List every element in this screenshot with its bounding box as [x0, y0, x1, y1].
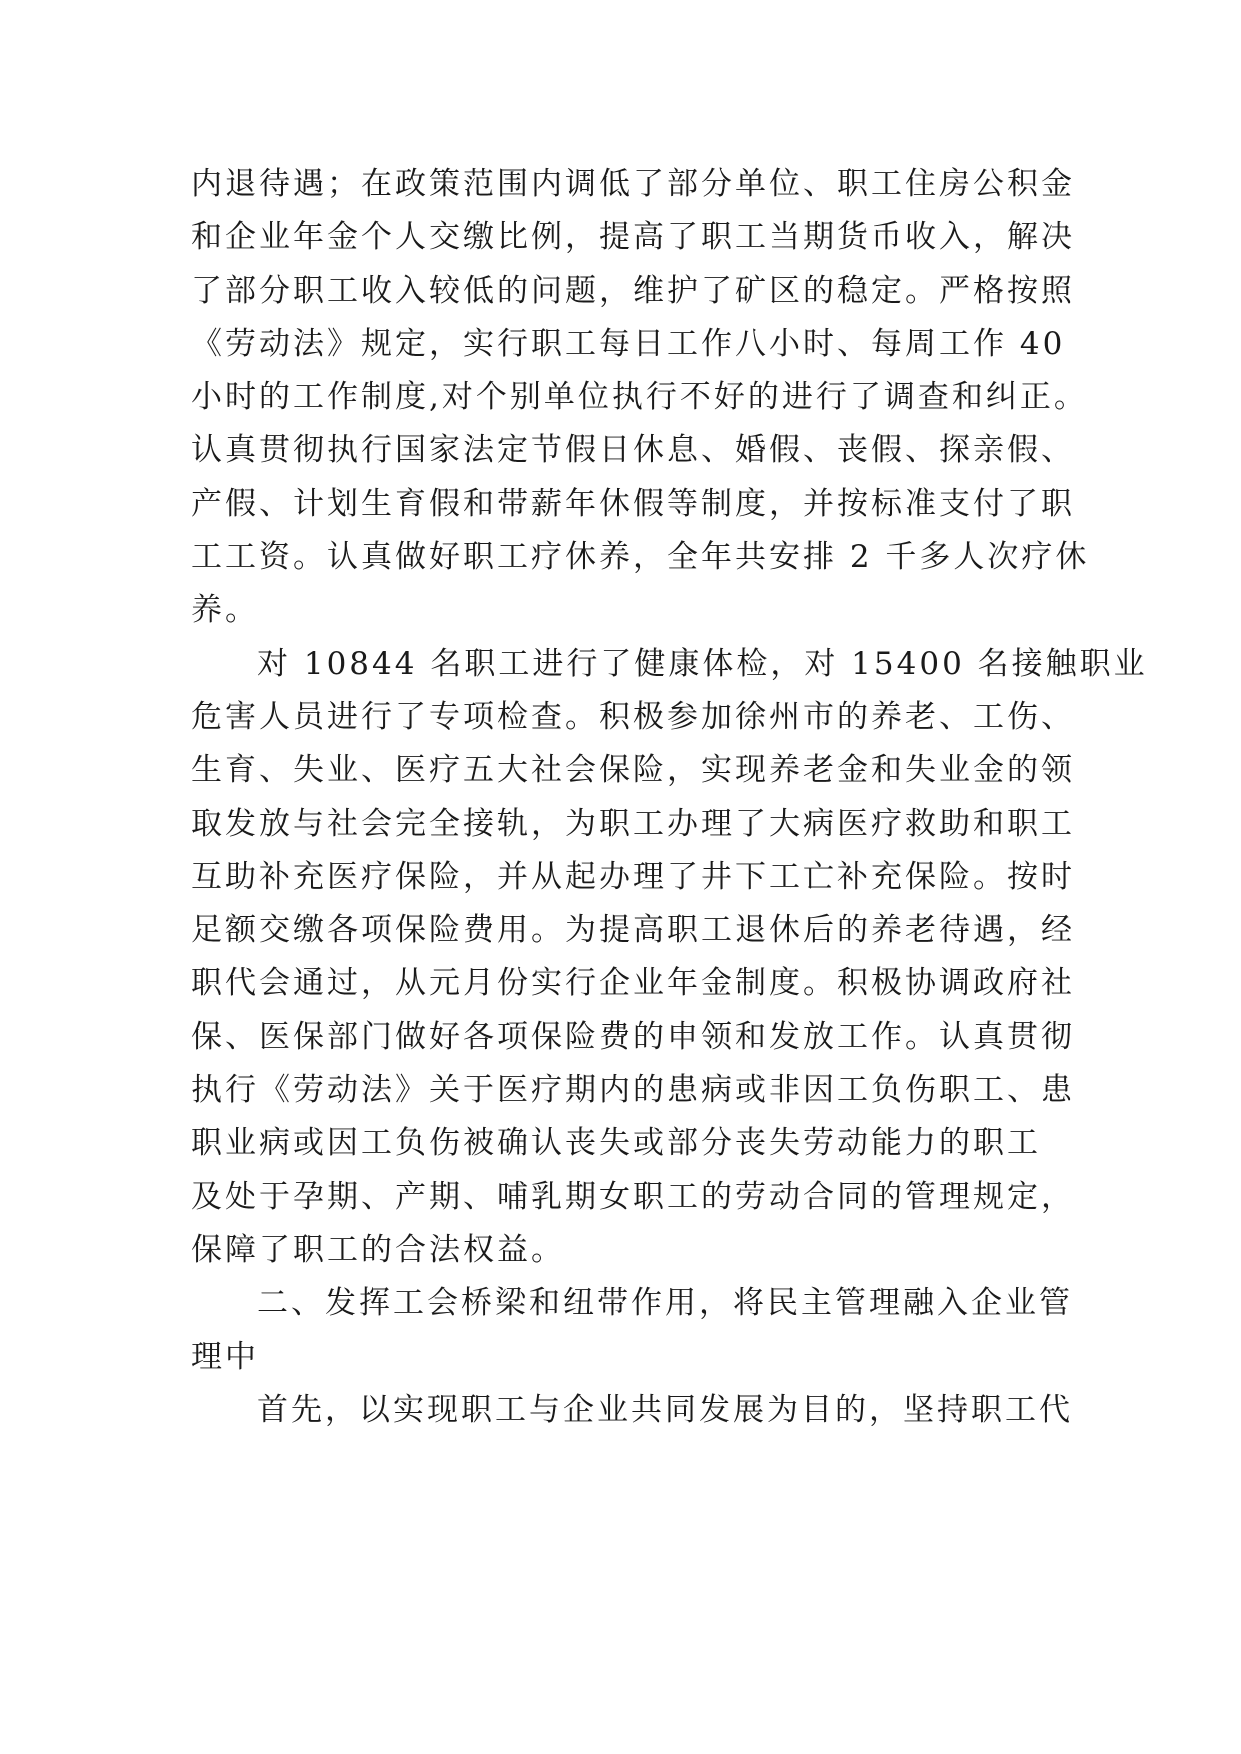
paragraph-start-line: 对 10844 名职工进行了健康体检，对 15400 名接触职业	[257, 645, 1148, 682]
text-line: 危害人员进行了专项检查。积极参加徐州市的养老、工伤、	[191, 698, 1075, 735]
text-line: 生育、失业、医疗五大社会保险，实现养老金和失业金的领	[191, 752, 1075, 789]
text-line: 产假、计划生育假和带薪年休假等制度，并按标准支付了职	[191, 485, 1075, 522]
text-line: 了部分职工收入较低的问题，维护了矿区的稳定。严格按照	[191, 272, 1075, 309]
text-line: 足额交缴各项保险费用。为提高职工退休后的养老待遇，经	[191, 912, 1075, 949]
text-line: 保、医保部门做好各项保险费的申领和发放工作。认真贯彻	[191, 1018, 1075, 1055]
text-line: 互助补充医疗保险，并从起办理了井下工亡补充保险。按时	[191, 858, 1075, 895]
text-line: 内退待遇；在政策范围内调低了部分单位、职工住房公积金	[191, 166, 1075, 202]
body-text	[191, 158, 1148, 1437]
text-line: 执行《劳动法》关于医疗期内的患病或非因工负伤职工、患	[191, 1072, 1075, 1109]
text-line: 认真贯彻执行国家法定节假日休息、婚假、丧假、探亲假、	[191, 432, 1075, 469]
text-line: 小时的工作制度,对个别单位执行不好的进行了调查和纠正。	[191, 379, 1088, 416]
text-line: 《劳动法》规定，实行职工每日工作八小时、每周工作 40	[191, 325, 1066, 362]
text-line: 职业病或因工负伤被确认丧失或部分丧失劳动能力的职工	[191, 1125, 1041, 1162]
text-line: 取发放与社会完全接轨，为职工办理了大病医疗救助和职工	[191, 805, 1075, 842]
text-line: 及处于孕期、产期、哺乳期女职工的劳动合同的管理规定，	[191, 1178, 1075, 1215]
text-line: 和企业年金个人交缴比例，提高了职工当期货币收入，解决	[191, 219, 1075, 256]
text-line: 职代会通过，从元月份实行企业年金制度。积极协调政府社	[191, 965, 1075, 1002]
section-heading-line: 理中	[191, 1338, 259, 1375]
paragraph-start-line: 首先，以实现职工与企业共同发展为目的，坚持职工代	[257, 1391, 1073, 1428]
text-line: 工工资。认真做好职工疗休养，全年共安排 2 千多人次疗休	[191, 539, 1090, 576]
text-line: 保障了职工的合法权益。	[191, 1231, 565, 1268]
section-heading-line: 二、发挥工会桥梁和纽带作用，将民主管理融入企业管	[257, 1285, 1073, 1322]
text-line: 养。	[191, 592, 259, 629]
